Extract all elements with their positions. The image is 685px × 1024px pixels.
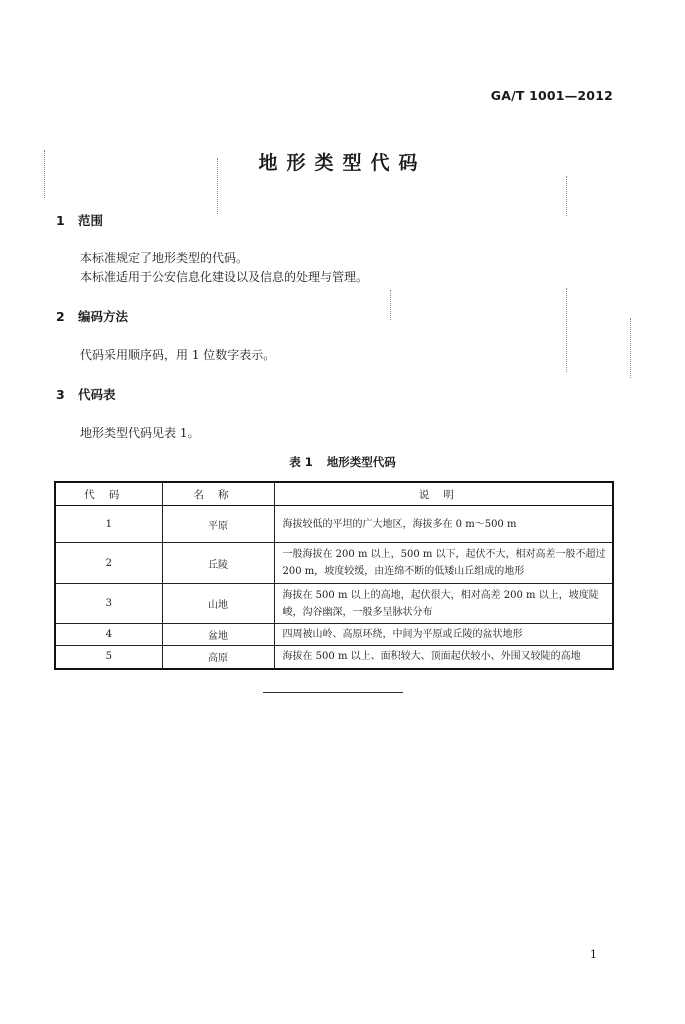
page-number: 1 <box>590 948 597 961</box>
terrain-code-table <box>54 481 614 670</box>
description-cell: 海拔较低的平坦的广大地区，海拔多在 0 m～500 m <box>274 506 613 543</box>
section-heading-code-table <box>56 385 116 403</box>
name-cell: 盆地 <box>162 624 274 646</box>
description-cell: 四周被山岭、高原环绕，中间为平原或丘陵的盆状地形 <box>274 624 613 646</box>
name-cell: 丘陵 <box>162 543 274 584</box>
table-row <box>55 624 613 646</box>
section-title: 代码表 <box>78 387 116 402</box>
scan-artifact <box>390 290 391 320</box>
scan-artifact <box>566 176 567 216</box>
table-caption <box>0 454 685 470</box>
standard-code: GA/T 1001—2012 <box>490 88 613 103</box>
table-row <box>55 543 613 584</box>
section-heading-scope <box>56 211 103 229</box>
table-header-row <box>55 482 613 506</box>
table-row <box>55 506 613 543</box>
section-number: 3 <box>56 387 65 402</box>
paragraph: 本标准规定了地形类型的代码。 <box>80 251 249 265</box>
code-cell: 4 <box>55 624 162 646</box>
code-cell: 3 <box>55 584 162 624</box>
code-cell: 1 <box>55 506 162 543</box>
scan-artifact <box>630 318 631 378</box>
end-rule <box>263 692 403 693</box>
column-header-description: 说明 <box>274 482 613 506</box>
code-cell: 2 <box>55 543 162 584</box>
table-row <box>55 584 613 624</box>
section-number: 1 <box>56 213 65 228</box>
section-number: 2 <box>56 309 65 324</box>
section-title: 编码方法 <box>78 309 129 324</box>
table-row <box>55 646 613 669</box>
document-title: 地形类型代码 <box>258 152 427 174</box>
name-cell: 平原 <box>162 506 274 543</box>
paragraph: 地形类型代码见表 1。 <box>80 426 200 440</box>
name-cell: 高原 <box>162 646 274 669</box>
scan-artifact <box>217 158 218 214</box>
section-title: 范围 <box>78 213 104 228</box>
description-cell: 海拔在 500 m 以上的高地，起伏很大，相对高差 200 m 以上，坡度陡峻，沟谷幽深，一般多呈脉状分布 <box>274 584 613 624</box>
column-header-code: 代码 <box>55 482 162 506</box>
description-cell: 一般海拔在 200 m 以上，500 m 以下，起伏不大，相对高差一般不超过 200 m，坡度较缓，由连绵不断的低矮山丘组成的地形 <box>274 543 613 584</box>
paragraph: 本标准适用于公安信息化建设以及信息的处理与管理。 <box>80 270 369 284</box>
column-header-name: 名称 <box>162 482 274 506</box>
scan-artifact <box>44 150 45 198</box>
name-cell: 山地 <box>162 584 274 624</box>
table-caption-number: 表 1 <box>289 455 313 469</box>
section-heading-coding-method <box>56 307 128 325</box>
table-caption-title: 地形类型代码 <box>326 455 396 469</box>
paragraph: 代码采用顺序码，用 1 位数字表示。 <box>80 348 276 362</box>
code-cell: 5 <box>55 646 162 669</box>
description-cell: 海拔在 500 m 以上、面积较大、顶面起伏较小、外围又较陡的高地 <box>274 646 613 669</box>
scan-artifact <box>566 288 567 372</box>
